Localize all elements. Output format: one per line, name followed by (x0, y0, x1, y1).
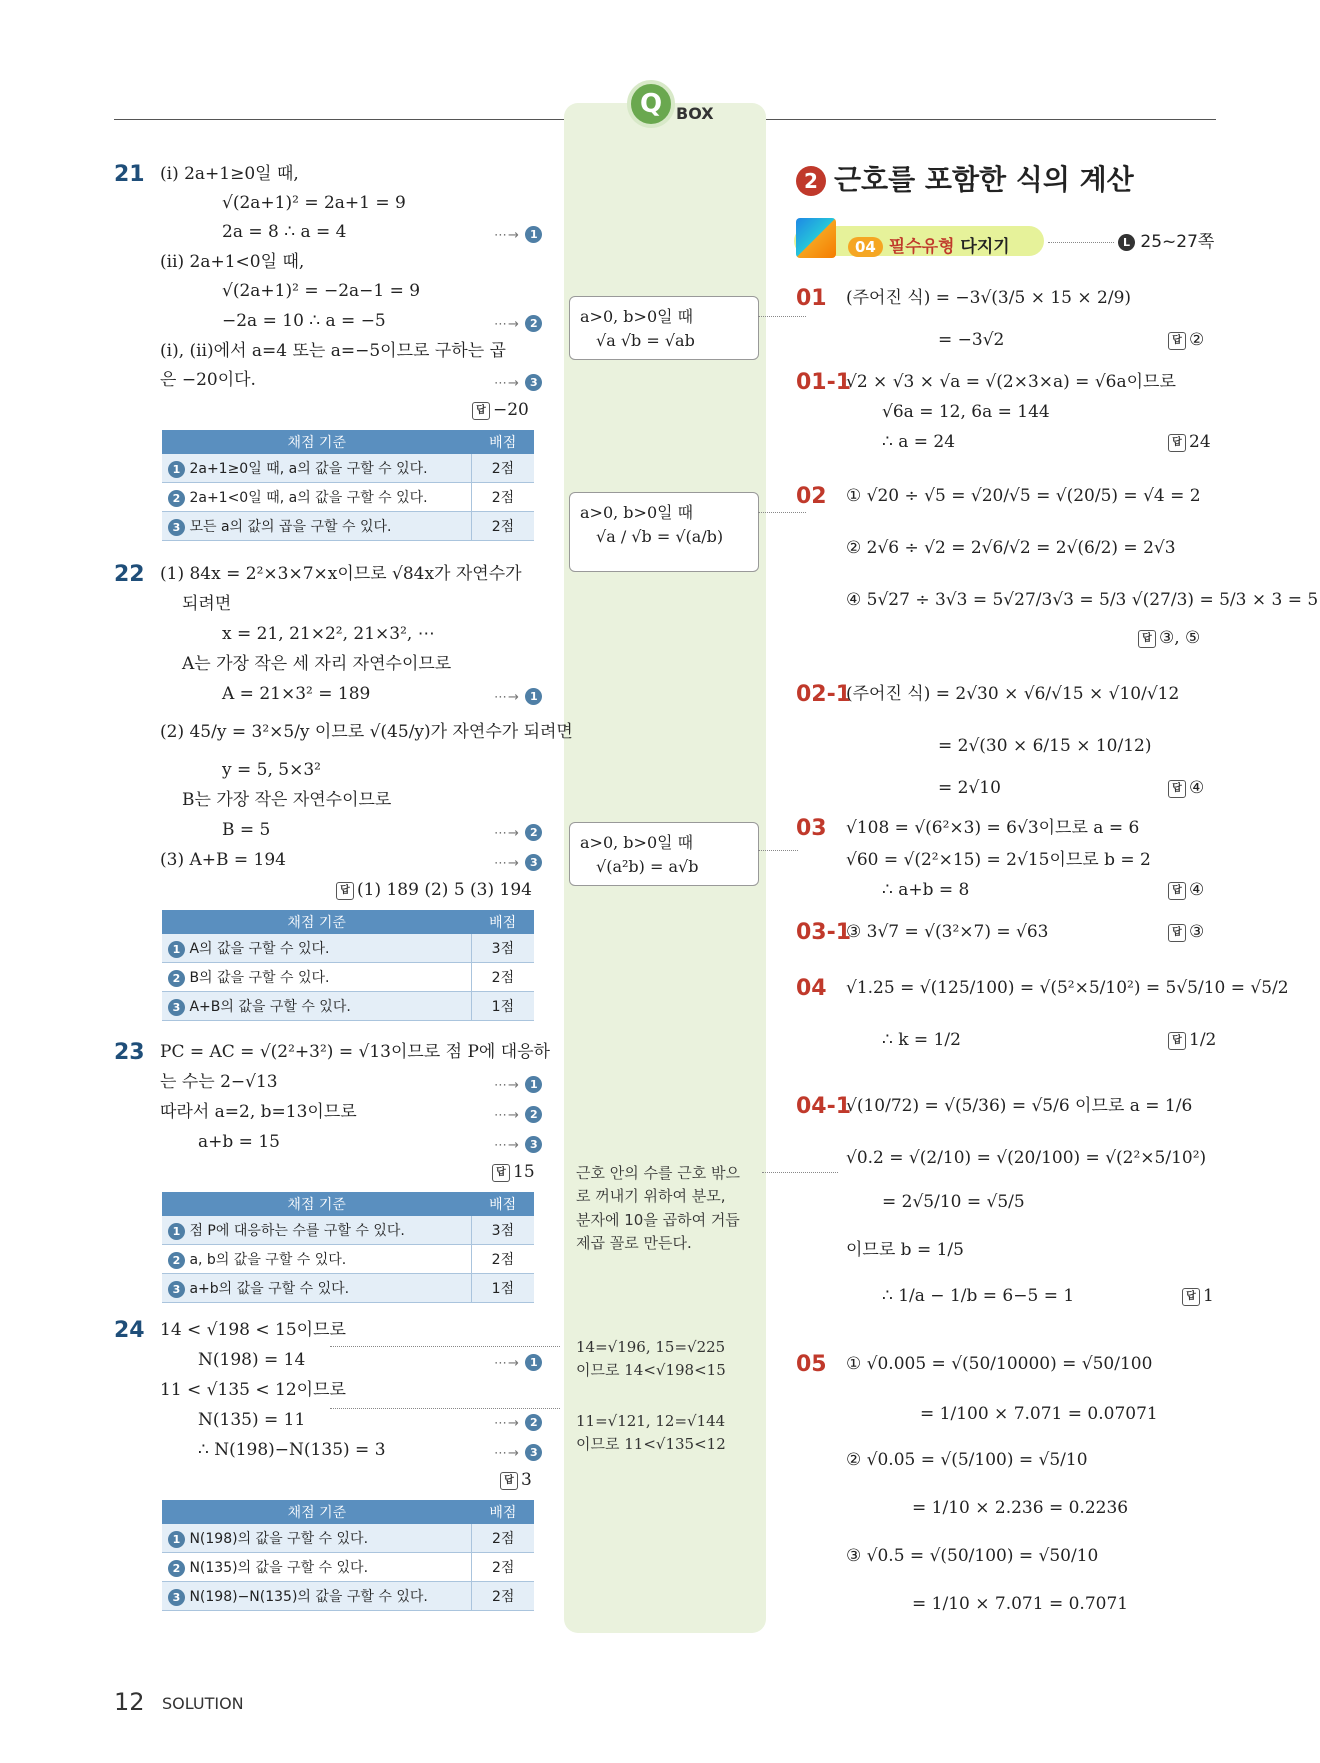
r05-line-6: = 1/10 × 7.071 = 0.7071 (912, 1594, 1129, 1614)
r04-1-answer: 답 1 (1182, 1286, 1214, 1306)
right-03-1-number: 03-1 (796, 920, 852, 945)
r02-line-3: ④ 5√27 ÷ 3√3 = 5√27/3√3 = 5/3 √(27/3) = 5/3 × 3 = 5 (846, 590, 1319, 610)
problem-23-number: 23 (114, 1040, 145, 1065)
p22-line-3: x = 21, 21×2², 21×3², ⋯ (222, 624, 435, 644)
criteria-row: 1 A의 값을 구할 수 있다. (162, 934, 471, 963)
step-marker: 3 (525, 1444, 542, 1461)
criteria-row: 2 B의 값을 구할 수 있다. (162, 963, 471, 992)
p24-line-3: 11 < √135 < 12이므로 (160, 1380, 346, 1400)
p22-line-4: A는 가장 작은 세 자리 자연수이므로 (182, 654, 452, 674)
criteria-row: 3 N(198)−N(135)의 값을 구할 수 있다. (162, 1582, 472, 1611)
right-05-number: 05 (796, 1352, 827, 1377)
r01-line-2: = −3√2 (938, 330, 1005, 350)
p22-step-2: ⋯→ 2 (494, 822, 542, 842)
p21-line-6: −2a = 10 ∴ a = −5 (222, 311, 386, 331)
r01-1-line-3: ∴ a = 24 (882, 432, 956, 452)
p24-step-2: ⋯→ 2 (494, 1412, 542, 1432)
problem-24-number: 24 (114, 1318, 145, 1343)
qbox-tip-4: 근호 안의 수를 근호 밖으 로 꺼내기 위하여 분모, 분자에 10을 곱하여 거듭 제곱 꼴로 만든다. (576, 1164, 740, 1252)
p22-line-10: (3) A+B = 194 (160, 850, 286, 870)
r03-line-2: √60 = √(2²×15) = 2√15이므로 b = 2 (846, 850, 1151, 870)
p22-line-8: B는 가장 작은 자연수이므로 (182, 790, 392, 810)
points-header: 배점 (471, 910, 534, 934)
criteria-header: 채점 기준 (162, 430, 471, 454)
step-marker: 1 (525, 1076, 542, 1093)
points-header: 배점 (471, 1192, 534, 1216)
p22-line-5: A = 21×3² = 189 (222, 684, 371, 704)
answer-icon: 답 (336, 882, 354, 900)
p23-line-1: PC = AC = √(2²+3²) = √13이므로 점 P에 대응하 (160, 1042, 550, 1062)
p21-line-7: (ⅰ), (ⅱ)에서 a=4 또는 a=−5이므로 구하는 곱 (160, 341, 506, 361)
right-04-number: 04 (796, 976, 827, 1001)
p24-criteria-table (162, 1500, 534, 1611)
qbox-tip-2: a>0, b>0일 때 √a / √b = √(a/b) (569, 492, 759, 572)
p21-line-5: √(2a+1)² = −2a−1 = 9 (222, 281, 421, 301)
criteria-row: 2 2a+1<0일 때, a의 값을 구할 수 있다. (162, 483, 471, 512)
lesson-icon: L (1118, 234, 1135, 251)
criteria-row: 3 모든 a의 값의 곱을 구할 수 있다. (162, 512, 471, 541)
top-rule-left (114, 119, 564, 120)
cube-icon (796, 218, 836, 258)
qbox-logo: Q (627, 80, 675, 128)
p24-line-4: N(135) = 11 (198, 1410, 306, 1430)
r01-1-line-2: √6a = 12, 6a = 144 (882, 402, 1050, 422)
right-01-1-number: 01-1 (796, 370, 852, 395)
p24-line-5: ∴ N(198)−N(135) = 3 (198, 1440, 386, 1460)
criteria-points: 2점 (471, 963, 534, 992)
page-reference: L 25~27쪽 (1118, 232, 1214, 252)
p24-step-3: ⋯→ 3 (494, 1442, 542, 1462)
r05-line-3: ② √0.05 = √(5/100) = √5/10 (846, 1450, 1088, 1470)
right-01-number: 01 (796, 286, 827, 311)
p22-step-1: ⋯→ 1 (494, 686, 542, 706)
right-02-1-number: 02-1 (796, 682, 852, 707)
r02-line-2: ② 2√6 ÷ √2 = 2√6/√2 = 2√(6/2) = 2√3 (846, 538, 1176, 558)
r04-1-line-4: 이므로 b = 1/5 (846, 1240, 964, 1260)
r02-line-1: ① √20 ÷ √5 = √20/√5 = √(20/5) = √4 = 2 (846, 486, 1201, 506)
criteria-row: 3 a+b의 값을 구할 수 있다. (162, 1274, 471, 1303)
page-number: 12 (114, 1688, 145, 1716)
step-marker: 3 (525, 374, 542, 391)
r01-1-line-1: √2 × √3 × √a = √(2×3×a) = √6a이므로 (846, 372, 1176, 392)
r04-1-line-3: = 2√5/10 = √5/5 (882, 1192, 1025, 1212)
criteria-row: 1 2a+1≥0일 때, a의 값을 구할 수 있다. (162, 454, 471, 483)
criteria-header: 채점 기준 (162, 1192, 471, 1216)
r03-1-answer: 답 ③ (1168, 922, 1204, 942)
answer-icon: 답 (472, 402, 490, 420)
criteria-points: 2점 (472, 1582, 534, 1611)
step-marker: 2 (525, 1106, 542, 1123)
p22-line-1: (1) 84x = 2²×3×7×x이므로 √84x가 자연수가 (160, 564, 522, 584)
p24-answer: 답 3 (500, 1470, 532, 1490)
answer-icon: 답 (492, 1164, 510, 1182)
r01-answer: 답 ② (1168, 330, 1204, 350)
points-header: 배점 (472, 1500, 534, 1524)
r03-1-line-1: ③ 3√7 = √(3²×7) = √63 (846, 922, 1049, 942)
p22-answer: 답 (1) 189 (2) 5 (3) 194 (336, 880, 532, 900)
r03-line-3: ∴ a+b = 8 (882, 880, 970, 900)
p21-line-8: 은 −20이다. (160, 370, 256, 390)
r02-1-line-2: = 2√(30 × 6/15 × 10/12) (938, 736, 1152, 756)
p21-line-4: (ⅱ) 2a+1<0일 때, (160, 252, 305, 272)
p21-criteria-table (162, 430, 534, 541)
r04-line-1: √1.25 = √(125/100) = √(5²×5/10²) = 5√5/10 = √5/2 (846, 978, 1289, 998)
criteria-row: 1 N(198)의 값을 구할 수 있다. (162, 1524, 472, 1553)
r05-line-1: ① √0.005 = √(50/10000) = √50/100 (846, 1354, 1153, 1374)
p21-answer: 답 −20 (472, 400, 529, 420)
criteria-header: 채점 기준 (162, 1500, 472, 1524)
step-marker: 1 (525, 688, 542, 705)
type-bar-label: 04 필수유형 다지기 (848, 232, 1010, 257)
section-number: 2 (796, 166, 826, 196)
criteria-row: 2 a, b의 값을 구할 수 있다. (162, 1245, 471, 1274)
footer-label: SOLUTION (162, 1694, 244, 1713)
p23-step-1: ⋯→ 1 (494, 1074, 542, 1094)
criteria-points: 2점 (472, 1524, 534, 1553)
p22-line-6: (2) 45/y = 3²×5/y 이므로 √(45/y)가 자연수가 되려면 (160, 722, 573, 742)
section-title: 2 근호를 포함한 식의 계산 (796, 158, 1134, 198)
leader-line (758, 512, 806, 513)
right-04-1-number: 04-1 (796, 1094, 852, 1119)
problem-22-number: 22 (114, 562, 145, 587)
step-marker: 2 (525, 824, 542, 841)
p23-step-3: ⋯→ 3 (494, 1134, 542, 1154)
r01-1-answer: 답 24 (1168, 432, 1211, 452)
step-marker: 1 (525, 1354, 542, 1371)
p24-step-1: ⋯→ 1 (494, 1352, 542, 1372)
p23-criteria-table (162, 1192, 534, 1303)
leader-line (330, 1346, 560, 1347)
qbox-tip-5: 14=√196, 15=√225 이므로 14<√198<15 (576, 1338, 726, 1380)
r05-line-2: = 1/100 × 7.071 = 0.07071 (920, 1404, 1158, 1424)
p24-line-2: N(198) = 14 (198, 1350, 306, 1370)
step-marker: 3 (525, 1136, 542, 1153)
leader-line (762, 1172, 838, 1173)
p22-line-9: B = 5 (222, 820, 271, 840)
criteria-points: 1점 (471, 992, 534, 1021)
criteria-points: 2점 (471, 1245, 534, 1274)
p21-line-1: (ⅰ) 2a+1≥0일 때, (160, 164, 299, 184)
p21-step-2: ⋯→ 2 (494, 313, 542, 333)
p21-line-3: 2a = 8 ∴ a = 4 (222, 222, 347, 242)
qbox-label: BOX (676, 104, 714, 123)
criteria-points: 2점 (471, 454, 534, 483)
r05-line-5: ③ √0.5 = √(50/100) = √50/10 (846, 1546, 1099, 1566)
r02-1-answer: 답 ④ (1168, 778, 1204, 798)
r04-answer: 답 1/2 (1168, 1030, 1216, 1050)
step-marker: 2 (525, 1414, 542, 1431)
leader-line (330, 1408, 560, 1409)
top-rule-right (766, 119, 1216, 120)
r03-line-1: √108 = √(6²×3) = 6√3이므로 a = 6 (846, 818, 1140, 838)
p21-step-3: ⋯→ 3 (494, 372, 542, 392)
leader-line (1048, 242, 1114, 243)
criteria-points: 2점 (471, 483, 534, 512)
criteria-points: 3점 (471, 934, 534, 963)
right-02-number: 02 (796, 484, 827, 509)
r05-line-4: = 1/10 × 2.236 = 0.2236 (912, 1498, 1129, 1518)
criteria-row: 1 점 P에 대응하는 수를 구할 수 있다. (162, 1216, 471, 1245)
r02-1-line-3: = 2√10 (938, 778, 1001, 798)
p24-line-1: 14 < √198 < 15이므로 (160, 1320, 346, 1340)
criteria-header: 채점 기준 (162, 910, 471, 934)
p22-criteria-table (162, 910, 534, 1021)
step-marker: 2 (525, 315, 542, 332)
step-marker: 1 (525, 226, 542, 243)
criteria-points: 1점 (471, 1274, 534, 1303)
r04-1-line-2: √0.2 = √(2/10) = √(20/100) = √(2²×5/10²) (846, 1148, 1207, 1168)
answer-icon: 답 (500, 1472, 518, 1490)
r02-answer: 답 ③, ⑤ (1138, 628, 1200, 648)
p23-answer: 답 15 (492, 1162, 535, 1182)
criteria-row: 2 N(135)의 값을 구할 수 있다. (162, 1553, 472, 1582)
p21-line-2: √(2a+1)² = 2a+1 = 9 (222, 193, 406, 213)
p23-line-2: 는 수는 2−√13 (160, 1072, 278, 1092)
right-03-number: 03 (796, 816, 827, 841)
criteria-row: 3 A+B의 값을 구할 수 있다. (162, 992, 471, 1021)
points-header: 배점 (471, 430, 534, 454)
criteria-points: 3점 (471, 1216, 534, 1245)
r04-1-line-5: ∴ 1/a − 1/b = 6−5 = 1 (882, 1286, 1075, 1306)
p23-step-2: ⋯→ 2 (494, 1104, 542, 1124)
qbox-tip-3: a>0, b>0일 때 √(a²b) = a√b (569, 822, 759, 886)
p23-line-4: a+b = 15 (198, 1132, 280, 1152)
p22-line-7: y = 5, 5×3² (222, 760, 321, 780)
p23-line-3: 따라서 a=2, b=13이므로 (160, 1102, 357, 1122)
r04-1-line-1: √(10/72) = √(5/36) = √5/6 이므로 a = 1/6 (846, 1096, 1193, 1116)
leader-line (758, 850, 798, 851)
p22-step-3: ⋯→ 3 (494, 852, 542, 872)
qbox-tip-6: 11=√121, 12=√144 이므로 11<√135<12 (576, 1412, 726, 1454)
r01-line-1: (주어진 식) = −3√(3/5 × 15 × 2/9) (846, 288, 1132, 308)
p21-step-1: ⋯→ 1 (494, 224, 542, 244)
r03-answer: 답 ④ (1168, 880, 1204, 900)
leader-line (758, 316, 806, 317)
criteria-points: 2점 (471, 512, 534, 541)
criteria-points: 2점 (472, 1553, 534, 1582)
r02-1-line-1: (주어진 식) = 2√30 × √6/√15 × √10/√12 (846, 684, 1180, 704)
p22-line-2: 되려면 (182, 594, 232, 614)
r04-line-2: ∴ k = 1/2 (882, 1030, 961, 1050)
problem-21-number: 21 (114, 162, 145, 187)
qbox-tip-1: a>0, b>0일 때 √a √b = √ab (569, 296, 759, 360)
step-marker: 3 (525, 854, 542, 871)
